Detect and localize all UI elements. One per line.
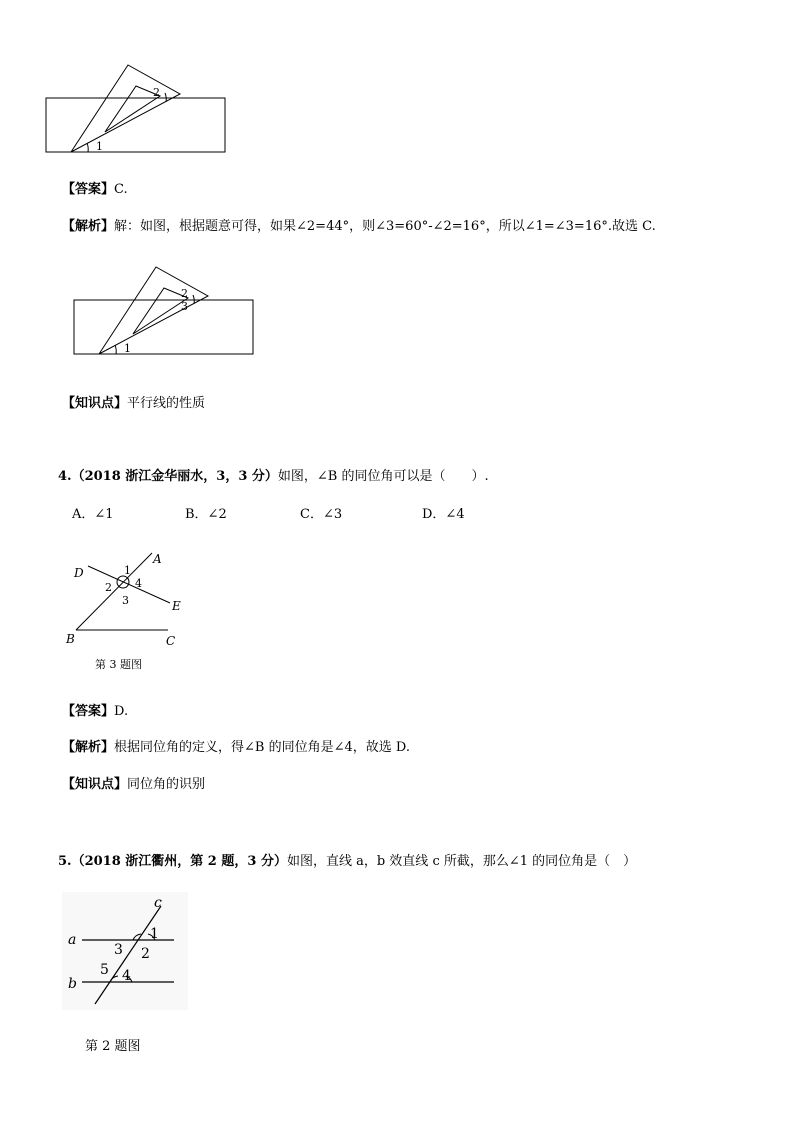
- q4-analysis: [62, 736, 410, 755]
- ruler-rectangle: [46, 98, 225, 152]
- label-angle-3: 3: [122, 594, 129, 607]
- analysis-text: 根据同位角的定义，得∠B 的同位角是∠4，故选 D.: [114, 740, 410, 755]
- analysis-tag: 【解析】: [62, 219, 115, 234]
- label-B: B: [66, 632, 75, 646]
- knowledge-text: 同位角的识别: [127, 777, 206, 792]
- knowledge-tag: 【知识点】: [62, 777, 128, 792]
- label-angle-3: 3: [114, 942, 123, 958]
- answer-text: D.: [114, 704, 129, 719]
- label-angle-4: 4: [122, 968, 131, 984]
- label-C: C: [166, 634, 176, 648]
- answer-tag: 【答案】: [62, 182, 115, 197]
- line-BA: [76, 553, 152, 630]
- label-b: b: [68, 976, 77, 992]
- figure-corresponding-angles: [60, 545, 200, 655]
- q3-analysis: [62, 215, 656, 234]
- q3-knowledge: [62, 392, 205, 411]
- question-text: 如图，∠B 的同位角可以是（ ）.: [277, 469, 489, 484]
- answer-text: C.: [114, 182, 128, 197]
- answer-tag: 【答案】: [62, 704, 115, 719]
- label-angle-2: 2: [153, 86, 160, 99]
- analysis-tag: 【解析】: [62, 740, 115, 755]
- angle-arc-1: [115, 345, 116, 354]
- q4-option-d: D．∠4: [422, 507, 465, 522]
- question-source: （2018 浙江衢州，第 2 题，3 分）: [71, 854, 287, 869]
- label-angle-1: 1: [96, 140, 103, 153]
- figure-ruler-triangle: [40, 58, 240, 158]
- q4-option-b: B．∠2: [185, 507, 227, 522]
- label-D: D: [74, 566, 84, 580]
- label-E: E: [172, 599, 181, 613]
- figure-parallel-lines: [62, 892, 192, 1014]
- figure-background: [62, 892, 188, 1010]
- q5-figure-caption: 第 2 题图: [85, 1039, 141, 1054]
- set-square-outer: [71, 65, 180, 152]
- q3-answer: [62, 178, 128, 197]
- label-A: A: [153, 552, 162, 566]
- set-square-outer: [99, 267, 208, 354]
- q5-stem: [58, 850, 636, 869]
- knowledge-tag: 【知识点】: [62, 396, 128, 411]
- analysis-text: 解：如图，根据题意可得，如果∠2=44°，则∠3=60°-∠2=16°，所以∠1=∠3=16°.故选 C.: [114, 219, 656, 234]
- label-angle-4: 4: [135, 577, 142, 590]
- q4-knowledge: [62, 773, 205, 792]
- question-text: 如图，直线 a，b 效直线 c 所截，那么∠1 的同位角是（ ）: [286, 854, 637, 869]
- label-angle-5: 5: [100, 962, 109, 978]
- knowledge-text: 平行线的性质: [127, 396, 206, 411]
- q4-stem: [58, 465, 489, 484]
- question-number: 4.: [58, 469, 72, 484]
- q4-figure-caption: 第 3 题图: [95, 658, 142, 671]
- label-angle-1: 1: [150, 926, 159, 942]
- angle-arc-1: [87, 143, 88, 152]
- label-angle-2: 2: [141, 946, 150, 962]
- label-angle-3: 3: [181, 300, 188, 313]
- label-a: a: [68, 932, 77, 948]
- ruler-rectangle: [74, 300, 253, 354]
- label-angle-1: 1: [124, 564, 131, 577]
- label-angle-2: 2: [105, 581, 112, 594]
- q4-answer: [62, 700, 128, 719]
- q4-option-c: C．∠3: [300, 507, 343, 522]
- question-source: （2018 浙江金华丽水，3，3 分）: [71, 469, 278, 484]
- label-angle-1: 1: [124, 342, 131, 355]
- label-c: c: [154, 895, 162, 911]
- q4-option-a: A．∠1: [72, 507, 114, 522]
- label-angle-2: 2: [181, 287, 188, 300]
- question-number: 5.: [58, 854, 72, 869]
- figure-ruler-triangle-solution: [68, 260, 268, 360]
